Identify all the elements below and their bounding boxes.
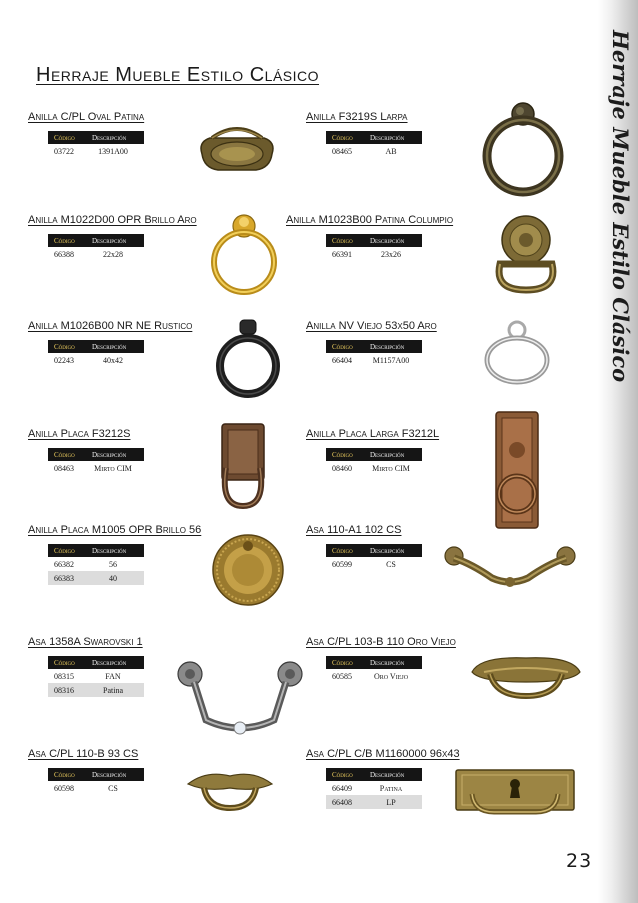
spec-header: Código Descripción [48,448,144,461]
swarovski-handle-image [176,660,304,740]
table-row: 60599 CS [332,559,396,569]
spec-header: Código Descripción [48,340,144,353]
spec-header: Código Descripción [326,544,422,557]
table-row: 02243 40x42 [54,355,123,365]
product-title: Asa 1358A Swarovski 1 [28,636,143,648]
table-row: 08315 FAN [54,671,121,681]
spec-table [48,656,144,697]
table-row: 03722 1391A00 [54,146,128,156]
product-asa-m1160000 [306,748,460,809]
product-title: Anilla F3219S Larpa [306,111,408,123]
spec-header: Código Descripción [48,768,144,781]
product-title: Asa C/PL 103-B 110 Oro Viejo [306,636,456,648]
table-row: 66383 40 [48,571,144,585]
bronze-ring-image [478,100,568,200]
spec-header: Código Descripción [326,768,422,781]
keyhole-plate-handle-image [454,766,576,816]
spec-header: Código Descripción [326,656,422,669]
spec-header: Código Descripción [48,544,144,557]
product-anilla-f3219s [306,111,422,158]
table-row: 66382 56 [54,559,117,569]
product-anilla-placa-larga [306,428,439,475]
product-title: Asa C/PL C/B M1160000 96x43 [306,748,460,760]
product-asa-1358a [28,636,144,697]
spec-header: Código Descripción [326,340,422,353]
long-plate-ring-image [492,410,542,530]
plate-ring-image [214,420,272,510]
side-title: Herraje Mueble Estilo Clásico [608,30,633,383]
product-title: Asa 110-A1 102 CS [306,524,402,536]
spec-header: Código Descripción [326,131,422,144]
spec-table [48,131,144,158]
spec-table [48,768,144,795]
page-title: Herraje Mueble Estilo Clásico [36,64,320,86]
table-row: 08463 Mirto CIM [54,463,132,473]
spec-header: Código Descripción [326,234,422,247]
product-title: Asa C/PL 110-B 93 CS [28,748,139,760]
product-title: Anilla C/PL Oval Patina [28,111,145,123]
table-row: 66404 M1157A00 [332,355,410,365]
round-brass-plate-image [210,532,286,608]
product-title: Anilla M1023B00 Patina Columpio [286,214,454,226]
table-row: 66388 22x28 [54,249,123,259]
product-anilla-m1022d00 [28,214,197,261]
table-row: 60598 CS [54,783,118,793]
table-row: 08465 AB [332,146,397,156]
table-row: 08316 Patina [48,683,144,697]
product-title: Anilla Placa M1005 OPR Brillo 56 [28,524,202,536]
spec-table [326,768,422,809]
silver-oval-ring-image [482,320,552,386]
spec-table [326,448,422,475]
product-anilla-oval-patina [28,111,144,158]
product-anilla-placa-m1005 [28,524,201,585]
product-title: Anilla M1026B00 NR NE Rustico [28,320,193,332]
spec-table [48,448,144,475]
gold-ring-image [206,212,282,296]
table-row: 66391 23x26 [332,249,401,259]
black-ring-image [212,318,284,402]
spec-table [326,656,422,683]
oro-viejo-handle-image [470,652,582,700]
product-asa-110-a1 [306,524,422,571]
page-number: 23 [566,850,593,872]
product-asa-110-b [28,748,144,795]
product-anilla-nv-viejo [306,320,437,367]
oval-ring-pull-image [196,120,278,178]
spec-header: Código Descripción [48,131,144,144]
spec-table [48,340,144,367]
product-title: Anilla NV Viejo 53x50 Aro [306,320,437,332]
spec-table [48,544,144,585]
bail-handle-image [442,544,578,588]
table-row: 66408 LP [326,795,422,809]
spec-table [48,234,144,261]
product-anilla-placa-f3212s [28,428,144,475]
spec-table [326,131,422,158]
product-title: Anilla Placa Larga F3212L [306,428,440,440]
product-title: Anilla Placa F3212S [28,428,131,440]
product-title: Anilla M1022D00 OPR Brillo Aro [28,214,197,226]
spec-header: Código Descripción [48,656,144,669]
ornate-handle-image [186,768,274,812]
spec-header: Código Descripción [326,448,422,461]
spec-table [326,234,422,261]
spec-table [326,544,422,571]
table-row: 66409 Patina [332,783,403,793]
table-row: 60585 Oro Viejo [332,671,409,681]
product-anilla-m1023b00 [286,214,453,261]
product-anilla-m1026b00 [28,320,192,367]
spec-table [326,340,422,367]
table-row: 08460 Mirto CIM [332,463,410,473]
swing-pull-image [486,212,566,296]
spec-header: Código Descripción [48,234,144,247]
product-asa-103-b [306,636,456,683]
